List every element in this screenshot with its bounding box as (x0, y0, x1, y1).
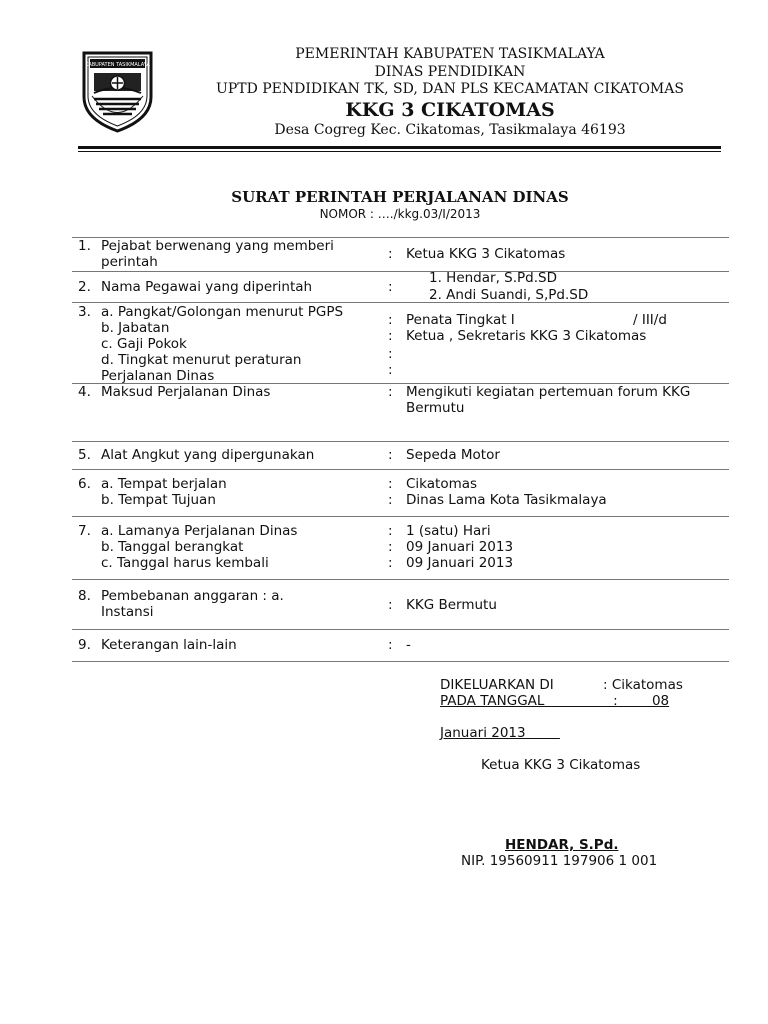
signer-name: HENDAR, S.Pd. (505, 837, 619, 853)
row-value: Mengikuti kegiatan pertemuan forum KKG (406, 384, 691, 400)
row-colon: : (388, 555, 393, 571)
row-colon: : (388, 637, 393, 653)
row-colon: : (388, 346, 393, 362)
row-colon: : (388, 492, 393, 508)
table-rule (72, 661, 729, 662)
row-number: 7. (78, 523, 91, 539)
row-value: Cikatomas (406, 476, 478, 492)
table-rule (72, 579, 729, 580)
row-value: / III/d (633, 312, 667, 328)
row-number: 3. (78, 304, 91, 320)
row-label: a. Tempat berjalan (101, 476, 227, 492)
row-colon: : (388, 246, 393, 262)
table-rule (72, 516, 729, 517)
row-label: perintah (101, 254, 158, 270)
row-colon: : (388, 597, 393, 613)
kop-uptd: UPTD PENDIDIKAN TK, SD, DAN PLS KECAMATAN CIKATOMAS (216, 81, 684, 97)
row-number: 9. (78, 637, 91, 653)
row-number: 1. (78, 238, 91, 254)
table-rule (72, 629, 729, 630)
row-label: a. Lamanya Perjalanan Dinas (101, 523, 298, 539)
row-colon: : (388, 312, 393, 328)
signer-nip: NIP. 19560911 197906 1 001 (461, 853, 658, 869)
table-rule (72, 469, 729, 470)
row-colon: : (388, 447, 393, 463)
row-value: Bermutu (406, 400, 465, 416)
row-label: Pembebanan anggaran : a. (101, 588, 284, 604)
row-label: Maksud Perjalanan Dinas (101, 384, 271, 400)
kop-kkg: KKG 3 CIKATOMAS (345, 99, 555, 121)
row-label: a. Pangkat/Golongan menurut PGPS (101, 304, 344, 320)
row-colon: : (388, 328, 393, 344)
row-colon: : (388, 523, 393, 539)
row-label: c. Tanggal harus kembali (101, 555, 269, 571)
row-number: 2. (78, 279, 91, 295)
table-rule (72, 271, 729, 272)
row-colon: : (388, 362, 393, 378)
header-rule-thick (78, 146, 721, 149)
row-value: 2. Andi Suandi, S,Pd.SD (429, 287, 589, 303)
row-colon: : (388, 384, 393, 400)
signer-position: Ketua KKG 3 Cikatomas (481, 757, 641, 773)
row-value: 1 (satu) Hari (406, 523, 491, 539)
row-number: 5. (78, 447, 91, 463)
row-number: 6. (78, 476, 91, 492)
row-label: Pejabat berwenang yang memberi (101, 238, 334, 254)
row-label: d. Tingkat menurut peraturan (101, 352, 302, 368)
kop-address: Desa Cogreg Kec. Cikatomas, Tasikmalaya 46193 (274, 122, 626, 138)
row-value: KKG Bermutu (406, 597, 497, 613)
row-label: b. Tanggal berangkat (101, 539, 244, 555)
row-value: 1. Hendar, S.Pd.SD (429, 270, 557, 286)
row-value: Sepeda Motor (406, 447, 500, 463)
row-number: 8. (78, 588, 91, 604)
issued-at-label: DIKELUARKAN DI (440, 677, 554, 693)
document-number: NOMOR : …./kkg.03/I/2013 (319, 207, 481, 221)
row-label: Nama Pegawai yang diperintah (101, 279, 313, 295)
row-label: c. Gaji Pokok (101, 336, 187, 352)
row-colon: : (388, 539, 393, 555)
document-title: SURAT PERINTAH PERJALANAN DINAS (231, 188, 569, 206)
row-colon: : (388, 279, 393, 295)
row-label: b. Jabatan (101, 320, 170, 336)
row-label: b. Tempat Tujuan (101, 492, 216, 508)
row-value: 09 Januari 2013 (406, 555, 514, 571)
kabupaten-tasikmalaya-emblem (80, 49, 155, 133)
issued-date-continued: Januari 2013 (440, 725, 560, 741)
issued-at-value: : Cikatomas (603, 677, 683, 693)
kop-pemerintah: PEMERINTAH KABUPATEN TASIKMALAYA (295, 46, 605, 62)
svg-text:KABUPATEN TASIKMALAYA: KABUPATEN TASIKMALAYA (85, 62, 150, 68)
row-number: 4. (78, 384, 91, 400)
row-value: Ketua KKG 3 Cikatomas (406, 246, 566, 262)
row-value: 09 Januari 2013 (406, 539, 514, 555)
row-label: Perjalanan Dinas (101, 368, 215, 384)
issued-date-line: PADA TANGGAL : 08 (440, 693, 670, 709)
row-value: Dinas Lama Kota Tasikmalaya (406, 492, 607, 508)
row-value: Ketua , Sekretaris KKG 3 Cikatomas (406, 328, 647, 344)
row-value: Penata Tingkat I (406, 312, 515, 328)
table-rule (72, 441, 729, 442)
kop-dinas: DINAS PENDIDIKAN (374, 64, 526, 80)
row-label: Instansi (101, 604, 154, 620)
table-rule (72, 302, 729, 303)
header-rule-thin (78, 151, 721, 152)
row-label: Alat Angkut yang dipergunakan (101, 447, 315, 463)
row-label: Keterangan lain-lain (101, 637, 237, 653)
row-value: - (406, 637, 411, 653)
row-colon: : (388, 476, 393, 492)
